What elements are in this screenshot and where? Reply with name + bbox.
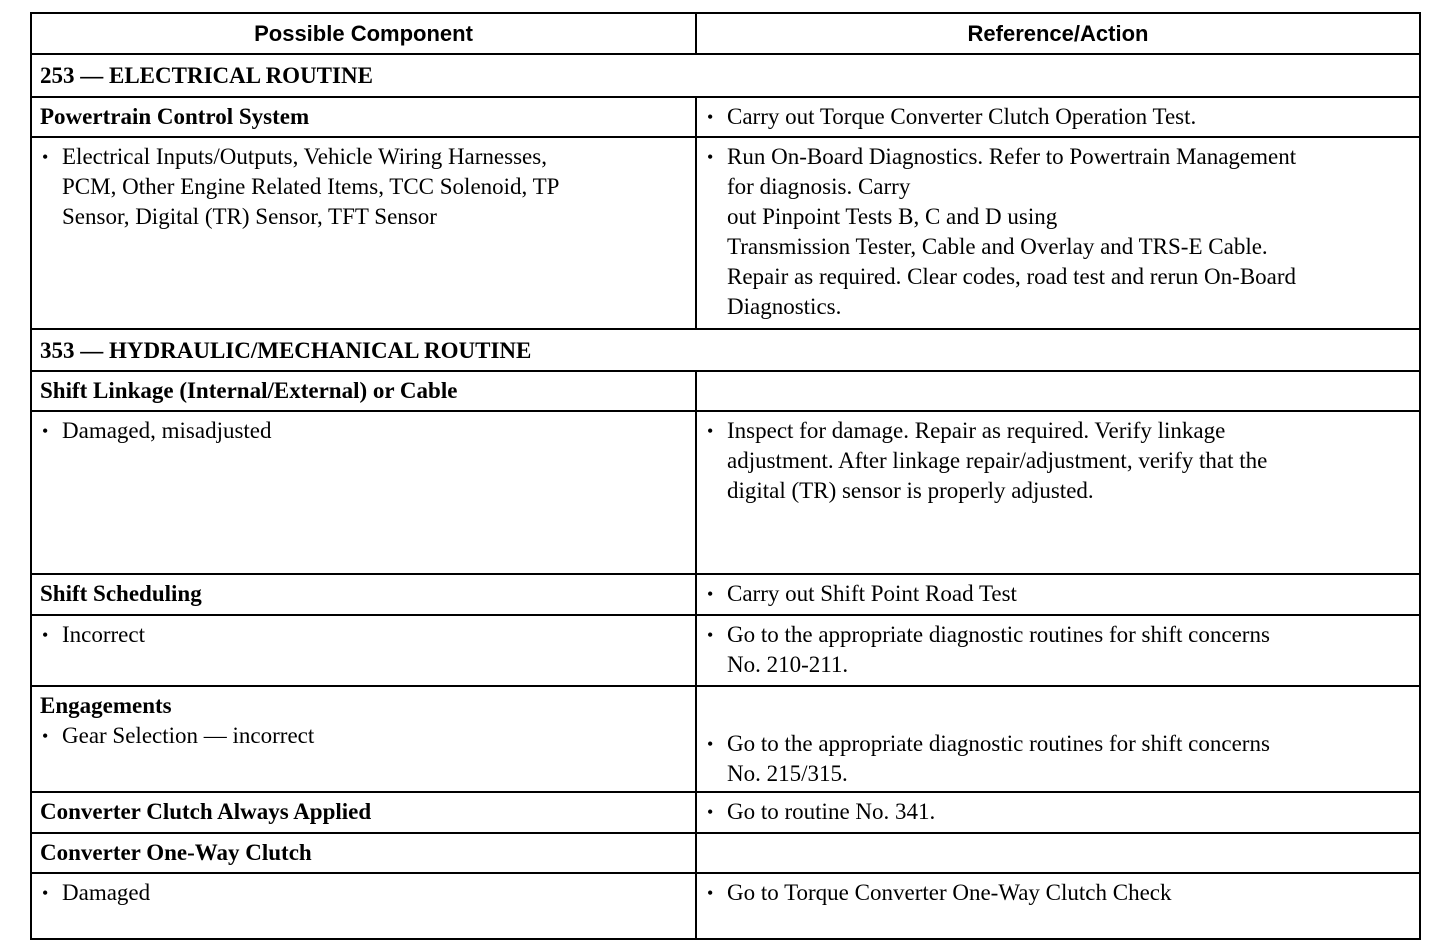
action-cell [696,97,1420,137]
action-cell [696,792,1420,833]
bullet-icon: • [707,421,714,441]
action-line: Repair as required. Clear codes, road test and rerun On-Board [727,264,1297,289]
action-line: Transmission Tester, Cable and Overlay and TRS-E Cable. [727,234,1268,259]
bullet-icon: • [42,421,49,441]
bullet-icon: • [707,147,714,167]
action-cell-empty [696,833,1420,873]
table-row [31,615,1420,686]
table-row [31,792,1420,833]
action-line: No. 215/315. [727,761,848,786]
component-cell [31,615,696,686]
action-powertrain: Carry out Torque Converter Clutch Operation Test. [727,104,1197,129]
diagnostic-table [30,12,1421,940]
component-cell [31,686,696,792]
section-title-hydraulic: 353 — HYDRAULIC/MECHANICAL ROUTINE [31,329,1420,371]
action-line: No. 210-211. [727,652,849,677]
bullet-icon: • [707,802,714,822]
action-line: Go to the appropriate diagnostic routines for shift concerns [727,622,1270,647]
action-cell [696,615,1420,686]
component-shift-scheduling: Shift Scheduling [31,574,696,615]
header-row [31,13,1420,54]
component-incorrect: Incorrect [62,622,145,647]
table-row [31,686,1420,792]
table-row [31,574,1420,615]
action-cell [696,686,1420,792]
section-title-electrical: 253 — ELECTRICAL ROUTINE [31,54,1420,97]
component-powertrain: Powertrain Control System [31,97,696,137]
bullet-icon: • [707,883,714,903]
action-line: Run On-Board Diagnostics. Refer to Powertrain Management [727,144,1297,169]
section-row-electrical [31,54,1420,97]
component-gear-selection: Gear Selection — incorrect [62,723,315,748]
action-cell [696,137,1420,329]
header-component: Possible Component [31,13,696,54]
component-damaged-misadjusted: Damaged, misadjusted [62,418,272,443]
bullet-icon: • [707,734,714,754]
component-cell [31,411,696,574]
bullet-icon: • [707,625,714,645]
header-action: Reference/Action [696,13,1420,54]
table-row [31,411,1420,574]
action-line: Diagnostics. [727,294,842,319]
section-row-hydraulic [31,329,1420,371]
action-converter-clutch: Go to routine No. 341. [727,799,936,824]
action-line: Inspect for damage. Repair as required. Verify linkage [727,418,1226,443]
component-line: Electrical Inputs/Outputs, Vehicle Wiring Harnesses, [62,144,547,169]
component-cell [31,137,696,329]
action-line: digital (TR) sensor is properly adjusted. [727,478,1094,503]
action-line: Go to the appropriate diagnostic routines for shift concerns [727,731,1270,756]
bullet-icon: • [42,883,49,903]
table-row [31,137,1420,329]
action-cell-empty [696,371,1420,411]
bullet-icon: • [42,625,49,645]
action-damaged: Go to Torque Converter One-Way Clutch Check [727,880,1172,905]
component-one-way-clutch: Converter One-Way Clutch [31,833,696,873]
component-line: Sensor, Digital (TR) Sensor, TFT Sensor [62,204,437,229]
bullet-icon: • [42,726,49,746]
table-row [31,833,1420,873]
component-damaged: Damaged [62,880,151,905]
action-line: adjustment. After linkage repair/adjustment, verify that the [727,448,1268,473]
action-shift-scheduling: Carry out Shift Point Road Test [727,581,1017,606]
bullet-icon: • [42,147,49,167]
action-cell [696,411,1420,574]
action-cell [696,574,1420,615]
component-converter-clutch: Converter Clutch Always Applied [31,792,696,833]
action-cell [696,873,1420,939]
action-line: out Pinpoint Tests B, C and D using [727,204,1058,229]
bullet-icon: • [707,107,714,127]
engagements-title: Engagements [40,693,172,718]
component-shift-linkage: Shift Linkage (Internal/External) or Cable [31,371,696,411]
component-line: PCM, Other Engine Related Items, TCC Solenoid, TP [62,174,560,199]
action-line: for diagnosis. Carry [727,174,911,199]
table-row [31,371,1420,411]
table-row [31,873,1420,939]
table-row [31,97,1420,137]
bullet-icon: • [707,584,714,604]
component-cell [31,873,696,939]
